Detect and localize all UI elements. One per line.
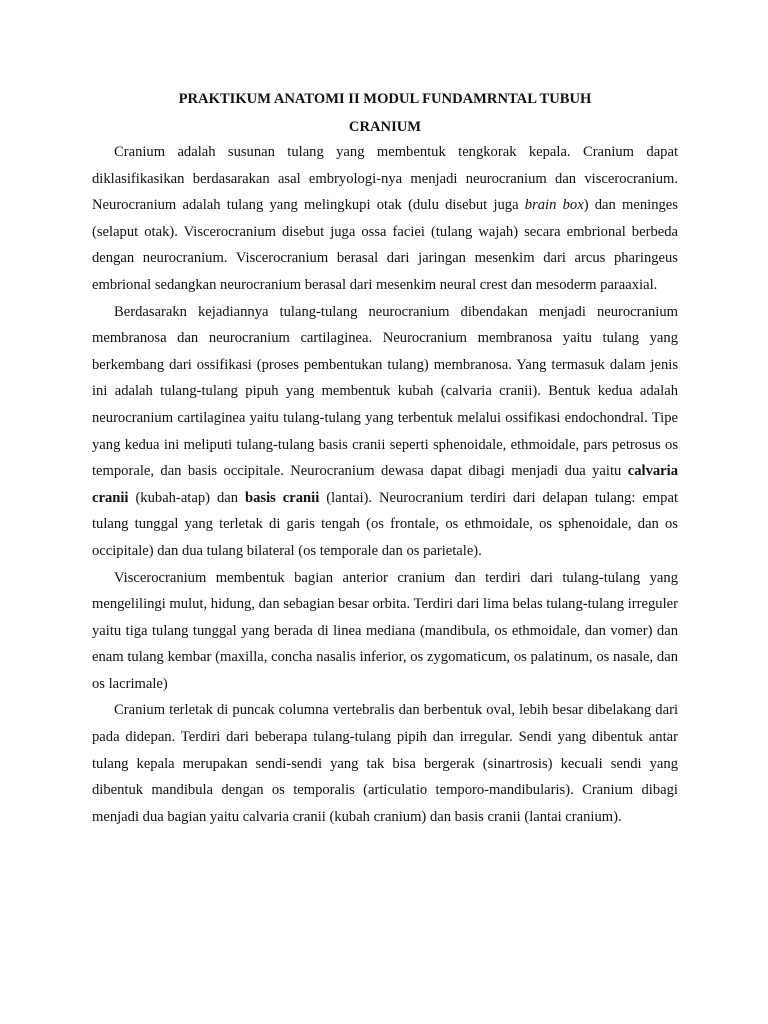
paragraph-2-text-a: Berdasarakn kejadiannya tulang-tulang neurocranium dibendakan menjadi neurocranium membranosa dan neurocranium cartilaginea. Neurocranium membranosa yaitu tulang yang berkembang dari ossifikasi (proses pembentukan tulang) membranosa. Yang termasuk dalam jenis ini adalah tulang-tulang pipuh yang membentuk kubah (calvaria cranii). Bentuk kedua adalah neurocranium cartilaginea yaitu tulang-tulang yang terbentuk melalui ossifikasi endochondral. Tipe yang kedua ini meliputi tulang-tulang basis cranii seperti sphenoidale, ethmoidale, pars petrosus os temporale, dan basis occipitale. Neurocranium dewasa dapat dibagi menjadi dua yaitu <box>92 303 678 480</box>
paragraph-4-text: Cranium terletak di puncak columna vertebralis dan berbentuk oval, lebih besar dibelakang dari pada didepan. Terdiri dari beberapa tulang-tulang pipih dan irregular. Sendi yang dibentuk antar tulang kepala merupakan sendi-sendi yang tak bisa bergerak (sinartrosis) kecuali sendi yang dibentuk mandibula dengan os temporalis (articulatio temporo-mandibularis). Cranium dibagi menjadi dua bagian yaitu calvaria cranii (kubah cranium) dan basis cranii (lantai cranium). <box>92 702 678 825</box>
document-title: PRAKTIKUM ANATOMI II MODUL FUNDAMRNTAL TUBUH <box>178 91 592 107</box>
paragraph-2-bold-term-1: calvaria cranii <box>92 463 678 506</box>
document-page <box>92 88 678 830</box>
paragraph-1-text-a: Cranium adalah susunan tulang yang membentuk tengkorak kepala. Cranium dapat diklasifikasikan berdasarakan asal embryologi-nya menjadi neurocranium dan viscerocranium. Neurocranium adalah tulang yang melingkupi otak (dulu disebut juga <box>92 144 678 214</box>
paragraph-4 <box>92 697 678 830</box>
paragraph-3-text: Viscerocranium membentuk bagian anterior cranium dan terdiri dari tulang-tulang yang mengelilingi mulut, hidung, dan sebagian besar orbita. Terdiri dari lima belas tulang-tulang irreguler yaitu tiga tulang tunggal yang berada di linea mediana (mandibula, os ethmoidale, dan vomer) dan enam tulang kembar (maxilla, concha nasalis inferior, os zygomaticum, os palatinum, os nasale, dan os lacrimale) <box>92 569 678 692</box>
paragraph-1-italic-term: brain box <box>524 197 584 214</box>
paragraph-1-text-c: ) dan meninges (selaput otak). Viscerocranium disebut juga ossa faciei (tulang wajah) secara embrional berbeda dengan neurocranium. Viscerocranium berasal dari jaringan mesenkim dari arcus pharingeus embrional sedangkan neurocranium berasal dari mesenkim neural crest dan mesoderm paraaxial. <box>92 197 678 293</box>
paragraph-3 <box>92 565 678 698</box>
paragraph-2-text-c: (kubah-atap) dan <box>128 489 245 506</box>
document-subtitle: CRANIUM <box>348 119 422 135</box>
paragraph-2-bold-term-2: basis cranii <box>245 489 320 506</box>
paragraph-2-text-e: (lantai). Neurocranium terdiri dari delapan tulang: empat tulang tunggal yang terletak di garis tengah (os frontale, os ethmoidale, os sphenoidale, dan os occipitale) dan dua tulang bilateral (os temporale dan os parietale). <box>92 489 678 559</box>
paragraph-2 <box>92 299 678 565</box>
paragraph-1 <box>92 139 678 299</box>
